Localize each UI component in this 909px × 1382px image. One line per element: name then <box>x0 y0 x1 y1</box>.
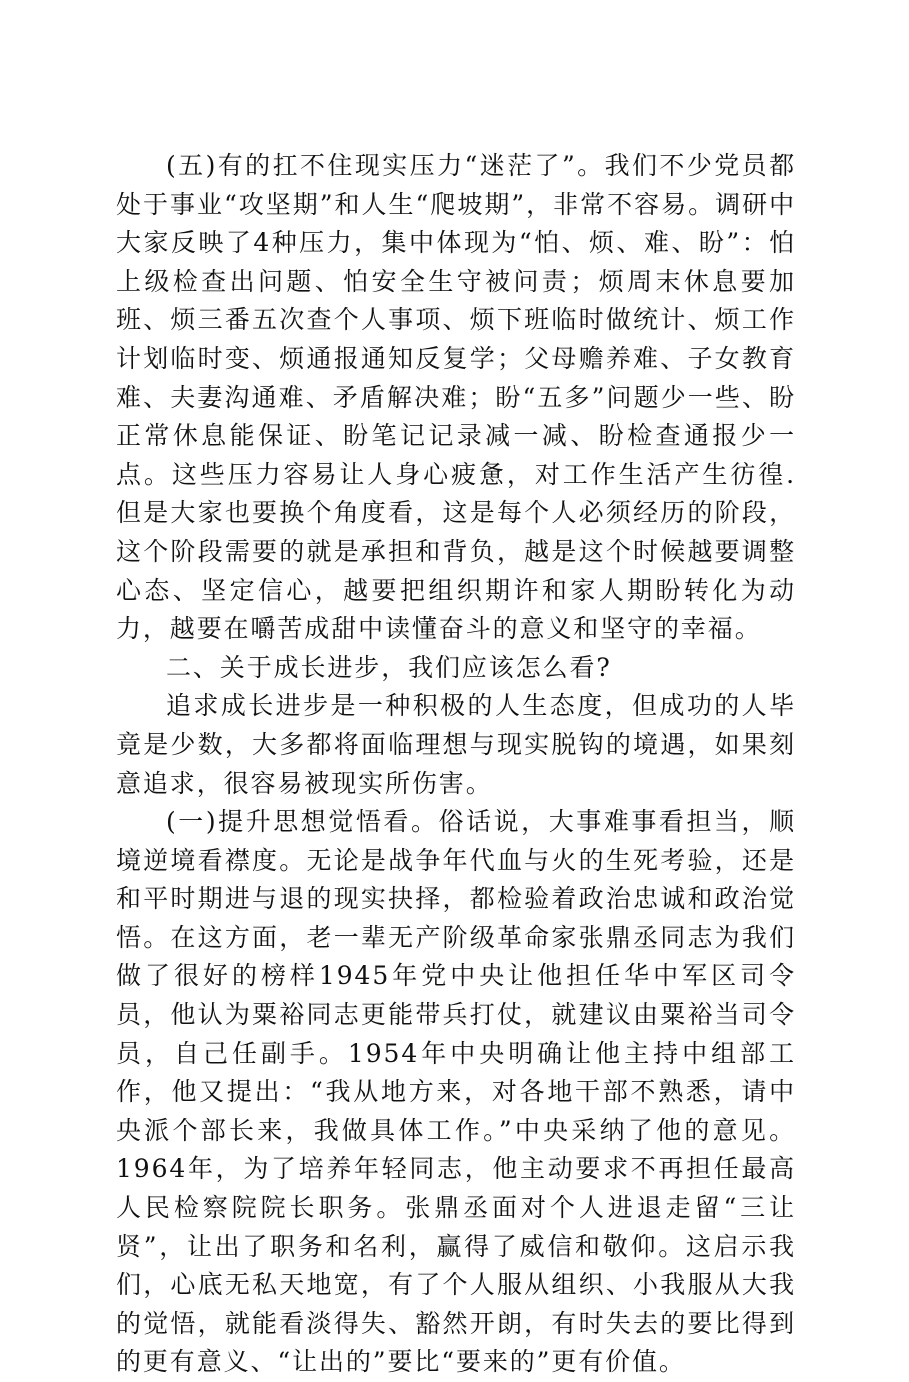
paragraph-pressure: (五)有的扛不住现实压力“迷茫了”。我们不少党员都处于事业“攻坚期”和人生“爬坡期”，非常不容易。调研中大家反映了4种压力，集中体现为“怕、烦、难、盼”：怕上级检查出问题、怕安全生守被问责；烦周末休息要加班、烦三番五次查个人事项、烦下班临时做统计、烦工作计划临时变、烦通报通知反复学；父母赡养难、子女教育难、夫妻沟通难、矛盾解决难；盼“五多”问题少一些、盼正常休息能保证、盼笔记记录减一减、盼检查通报少一点。这些压力容易让人身心疲惫，对工作生活产生彷徨.但是大家也要换个角度看，这是每个人必须经历的阶段，这个阶段需要的就是承担和背负，越是这个时候越要调整心态、坚定信心，越要把组织期许和家人期盼转化为动力，越要在嚼苦成甜中读懂奋斗的意义和坚守的幸福。 <box>116 151 796 644</box>
paragraph-awareness: (一)提升思想觉悟看。俗话说，大事难事看担当，顺境逆境看襟度。无论是战争年代血与火的生死考验，还是和平时期进与退的现实抉择，都检验着政治忠诚和政治觉悟。在这方面，老一辈无产阶级革命家张鼎丞同志为我们做了很好的榜样1945年党中央让他担任华中军区司令员，他认为粟裕同志更能带兵打仗，就建议由粟裕当司令员，自己任副手。1954年中央明确让他主持中组部工作，他又提出：“我从地方来，对各地干部不熟悉，请中央派个部长来，我做具体工作。”中央采纳了他的意见。1964年，为了培养年轻同志，他主动要求不再担任最高人民检察院院长职务。张鼎丞面对个人进退走留“三让贤”，让出了职务和名利，赢得了威信和敬仰。这启示我们，心底无私天地宽，有了个人服从组织、小我服从大我的觉悟，就能看淡得失、豁然开朗，有时失去的要比得到的更有意义、“让出的”要比“要来的”更有价值。 <box>116 807 796 1377</box>
section-heading-growth: 二、关于成长进步，我们应该怎么看? <box>166 652 612 682</box>
document-body <box>116 147 796 1382</box>
paragraph-growth-intro: 追求成长进步是一种积极的人生态度，但成功的人毕竟是少数，大多都将面临理想与现实脱钩的境遇，如果刻意追求，很容易被现实所伤害。 <box>116 691 796 798</box>
